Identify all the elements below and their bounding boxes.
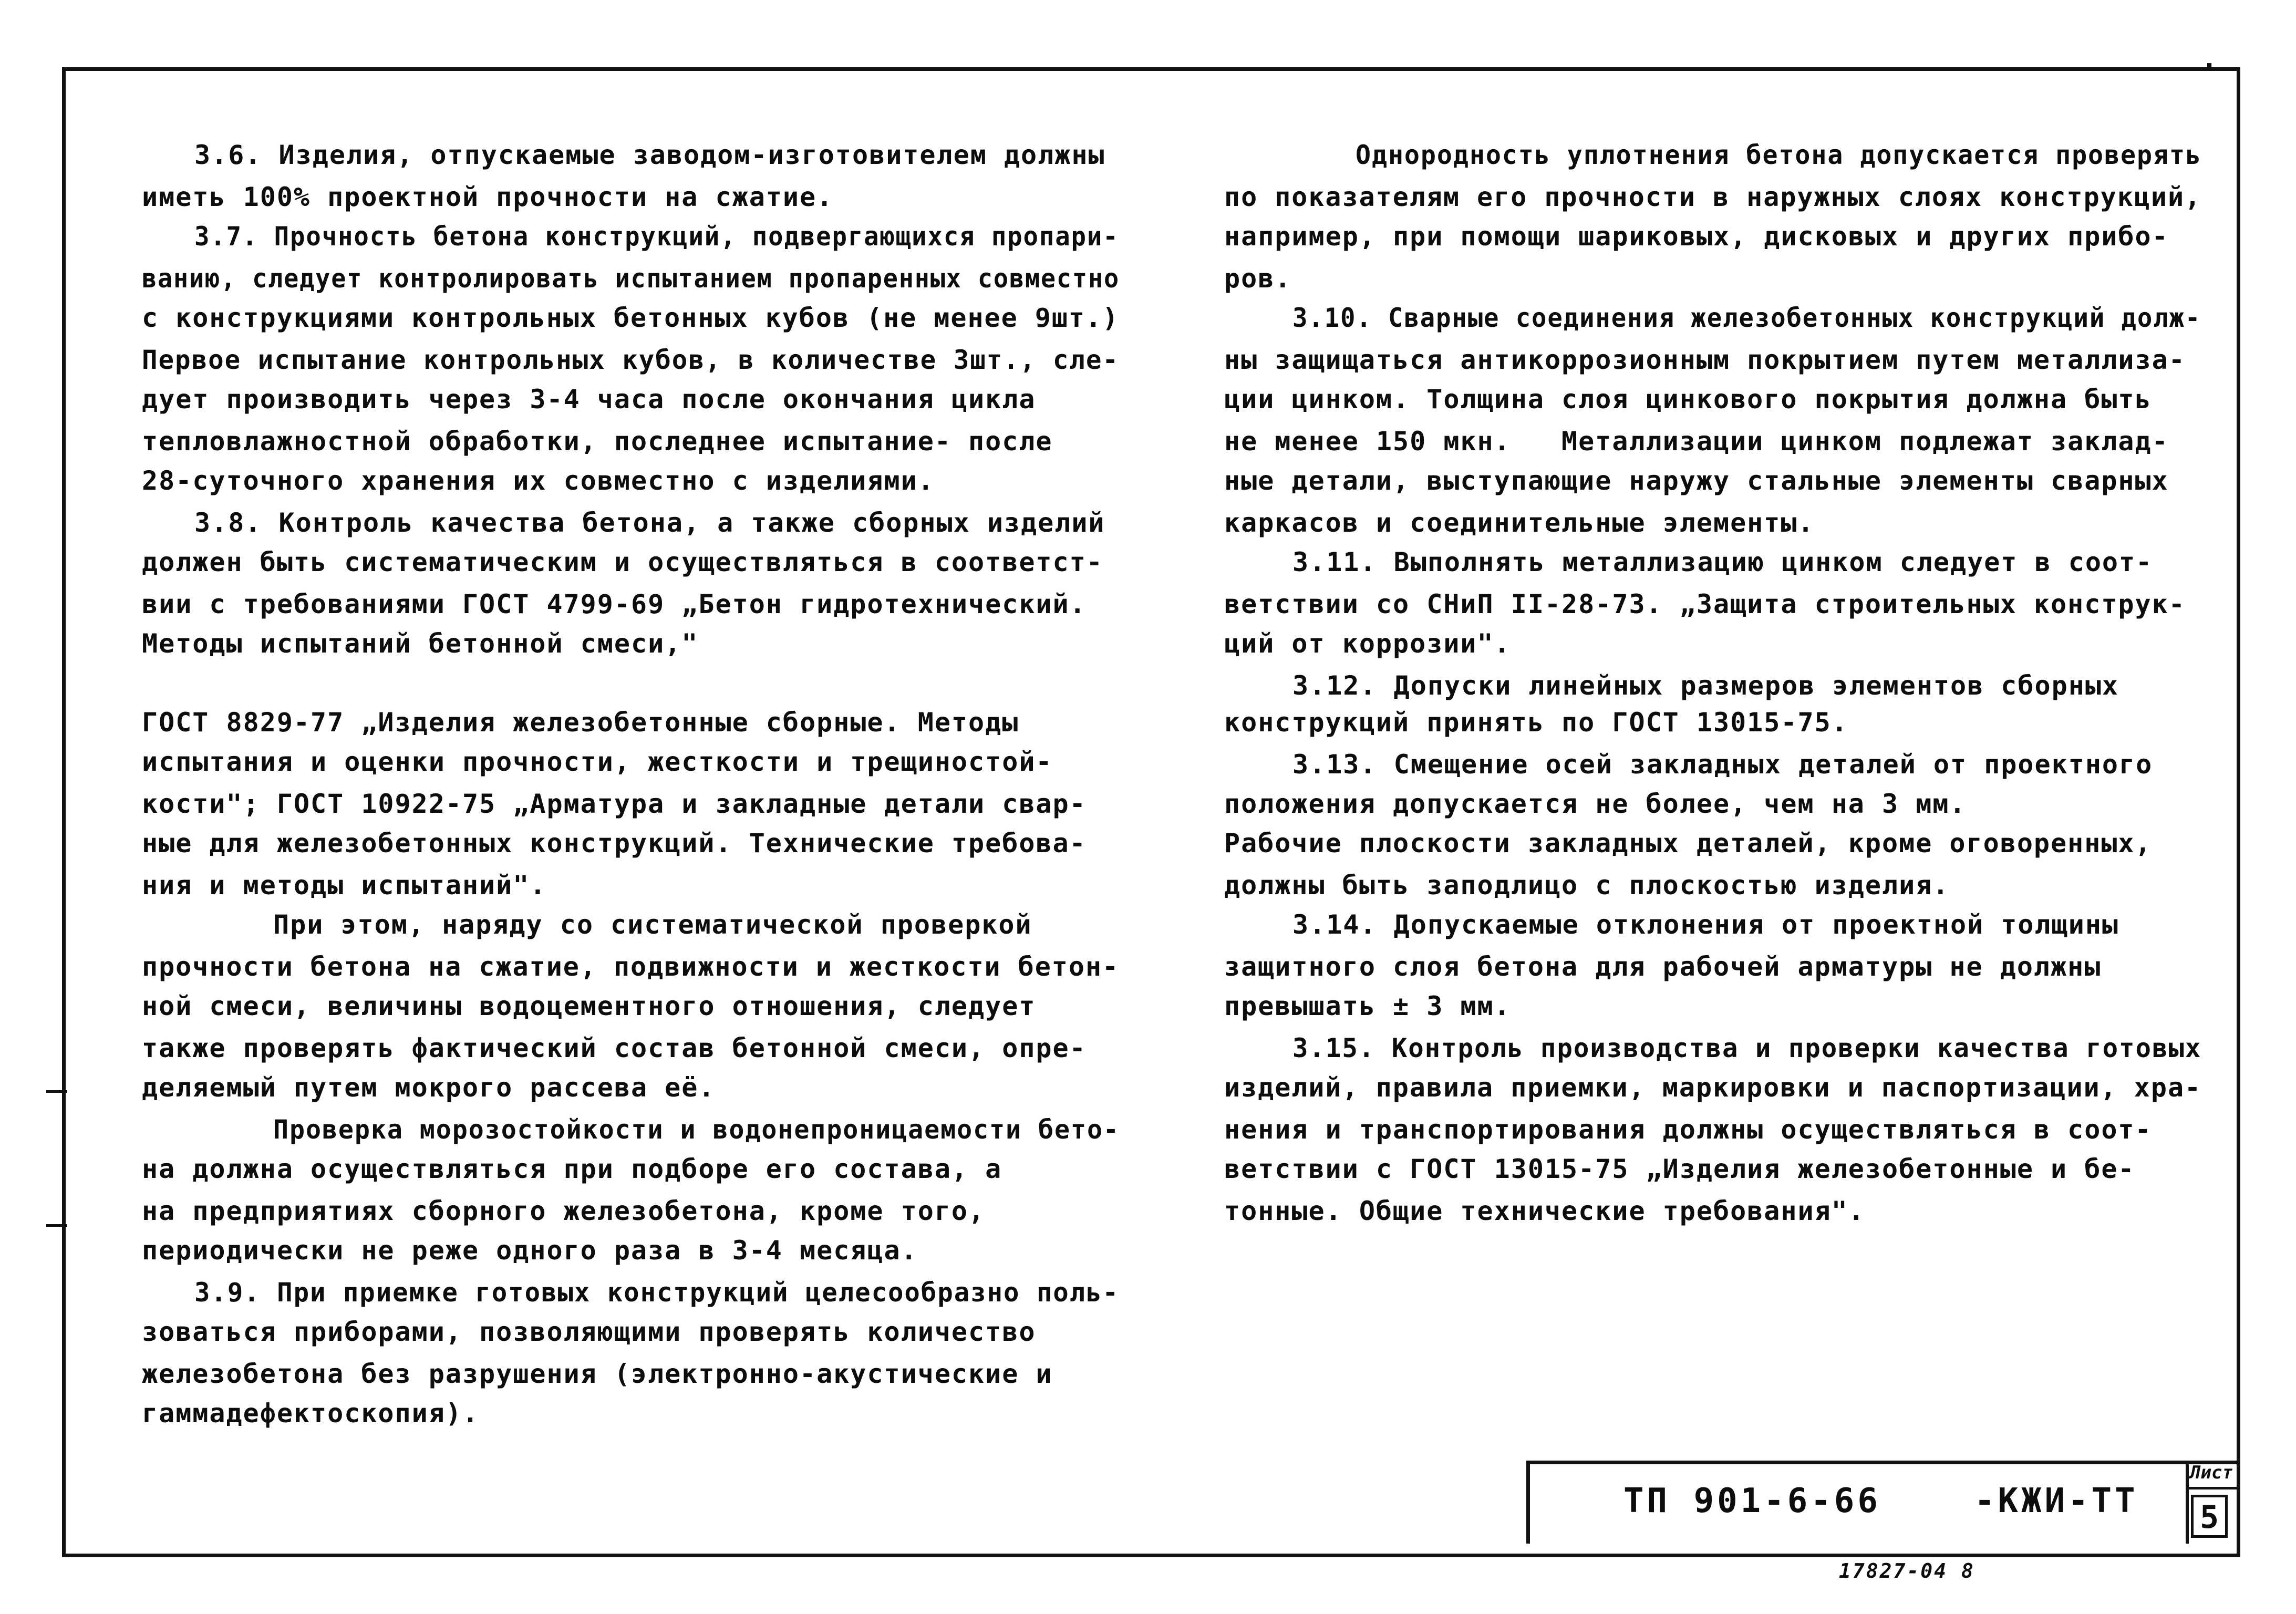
right-line: не менее 150 мкн. Металлизации цинком подлежат заклад- [1224, 426, 2169, 457]
archive-number: 17827-04 8 [1839, 1559, 1975, 1582]
right-line: превышать ± 3 мм. [1224, 991, 1511, 1021]
left-line: гаммадефектоскопия). [142, 1398, 480, 1429]
left-line: вии с требованиями ГОСТ 4799-69 „Бетон гидротехнический. [142, 589, 1087, 619]
right-line: ций от коррозии". [1224, 628, 1511, 659]
left-line: с конструкциями контрольных бетонных кубов (не менее 9шт.) [142, 303, 1120, 333]
sheet-number: 5 [2191, 1495, 2228, 1538]
left-line: Первое испытание контрольных кубов, в количестве 3шт., сле- [142, 345, 1119, 375]
left-line: на должна осуществляться при подборе его состава, а [142, 1154, 1002, 1184]
right-line: Рабочие плоскости закладных деталей, кроме оговоренных, [1224, 828, 2152, 858]
left-line: 3.7. Прочность бетона конструкций, подвергающихся пропари- [194, 221, 1119, 252]
left-line: ния и методы испытаний". [142, 870, 547, 901]
left-line: 3.6. Изделия, отпускаемые заводом-изготовителем должны [194, 140, 1105, 170]
right-line: конструкций принять по ГОСТ 13015-75. [1224, 707, 1848, 738]
left-line: Проверка морозостойкости и водонепроницаемости бето- [273, 1114, 1120, 1145]
left-line: 3.8. Контроль качества бетона, а также сборных изделий [194, 508, 1105, 538]
left-line: Методы испытаний бетонной смеси," [142, 628, 699, 659]
right-line: положения допускается не более, чем на 3 мм. [1224, 789, 1967, 819]
right-line: 3.14. Допускаемые отклонения от проектной толщины [1292, 909, 2119, 940]
left-line: ные для железобетонных конструкций. Технические требова- [142, 828, 1087, 858]
right-line: изделий, правила приемки, маркировки и паспортизации, хра- [1224, 1072, 2202, 1103]
right-line: Однородность уплотнения бетона допускается проверять [1356, 140, 2202, 170]
left-line: кости"; ГОСТ 10922-75 „Арматура и закладные детали свар- [142, 789, 1087, 819]
left-line: железобетона без разрушения (электронно-акустические и [142, 1359, 1053, 1389]
right-line: по показателям его прочности в наружных слоях конструкций, [1224, 182, 2202, 212]
left-line: прочности бетона на сжатие, подвижности и жесткости бетон- [142, 951, 1120, 982]
left-line: 3.9. При приемке готовых конструкций целесообразно поль- [194, 1277, 1119, 1308]
margin-tick [46, 1090, 67, 1093]
left-line: деляемый путем мокрого рассева её. [142, 1072, 716, 1103]
drawing-code: ТП 901-6-66 -КЖИ-ТТ [1623, 1482, 2138, 1520]
right-line: ров. [1224, 263, 1292, 294]
right-line: тонные. Общие технические требования". [1224, 1196, 1865, 1226]
left-line: должен быть систематическим и осуществляться в соответст- [142, 547, 1103, 577]
right-line: ны защищаться антикоррозионным покрытием путем металлиза- [1224, 345, 2186, 375]
right-line: 3.11. Выполнять металлизацию цинком следует в соот- [1292, 547, 2153, 577]
left-line: также проверять фактический состав бетонной смеси, опре- [142, 1033, 1087, 1063]
right-line: каркасов и соединительные элементы. [1224, 508, 1815, 538]
right-line: ветствии с ГОСТ 13015-75 „Изделия железобетонные и бе- [1224, 1154, 2135, 1184]
left-line: При этом, наряду со систематической проверкой [273, 909, 1032, 940]
left-line: на предприятиях сборного железобетона, кроме того, [142, 1196, 986, 1226]
right-line: нения и транспортирования должны осуществляться в соот- [1224, 1114, 2152, 1145]
left-line: ГОСТ 8829-77 „Изделия железобетонные сборные. Методы [142, 707, 1019, 738]
right-line: 3.10. Сварные соединения железобетонных конструкций долж- [1292, 303, 2201, 333]
left-line: зоваться приборами, позволяющими проверять количество [142, 1317, 1036, 1347]
right-line: 3.15. Контроль производства и проверки качества готовых [1292, 1033, 2202, 1063]
right-line: ции цинком. Толщина слоя цинкового покрытия должна быть [1224, 384, 2152, 415]
right-line: 3.13. Смещение осей закладных деталей от проектного [1292, 749, 2153, 780]
left-line: тепловлажностной обработки, последнее испытание- после [142, 426, 1053, 457]
left-line: испытания и оценки прочности, жесткости и трещиностой- [142, 747, 1053, 777]
left-line: периодически не реже одного раза в 3-4 месяца. [142, 1235, 918, 1266]
right-line: ветствии со СНиП II-28-73. „Защита строительных конструк- [1224, 589, 2186, 619]
right-line: должны быть заподлицо с плоскостью изделия. [1224, 870, 1950, 901]
left-line: 28-суточного хранения их совместно с изделиями. [142, 465, 935, 496]
left-line: ной смеси, величины водоцементного отношения, следует [142, 991, 1036, 1021]
left-line: ванию, следует контролировать испытанием пропаренных совместно [142, 263, 1120, 294]
margin-tick [46, 1224, 67, 1227]
corner-mark: · [2201, 50, 2218, 81]
right-line: 3.12. Допуски линейных размеров элементов сборных [1292, 670, 2119, 701]
left-line: дует производить через 3-4 часа после окончания цикла [142, 384, 1036, 415]
sheet-divider [2186, 1487, 2237, 1489]
right-line: ные детали, выступающие наружу стальные элементы сварных [1224, 465, 2169, 496]
right-line: защитного слоя бетона для рабочей арматуры не должны [1224, 951, 2102, 982]
left-line: иметь 100% проектной прочности на сжатие. [142, 182, 834, 212]
right-line: например, при помощи шариковых, дисковых и других прибо- [1224, 221, 2169, 252]
sheet-label: Лист [2190, 1462, 2233, 1483]
